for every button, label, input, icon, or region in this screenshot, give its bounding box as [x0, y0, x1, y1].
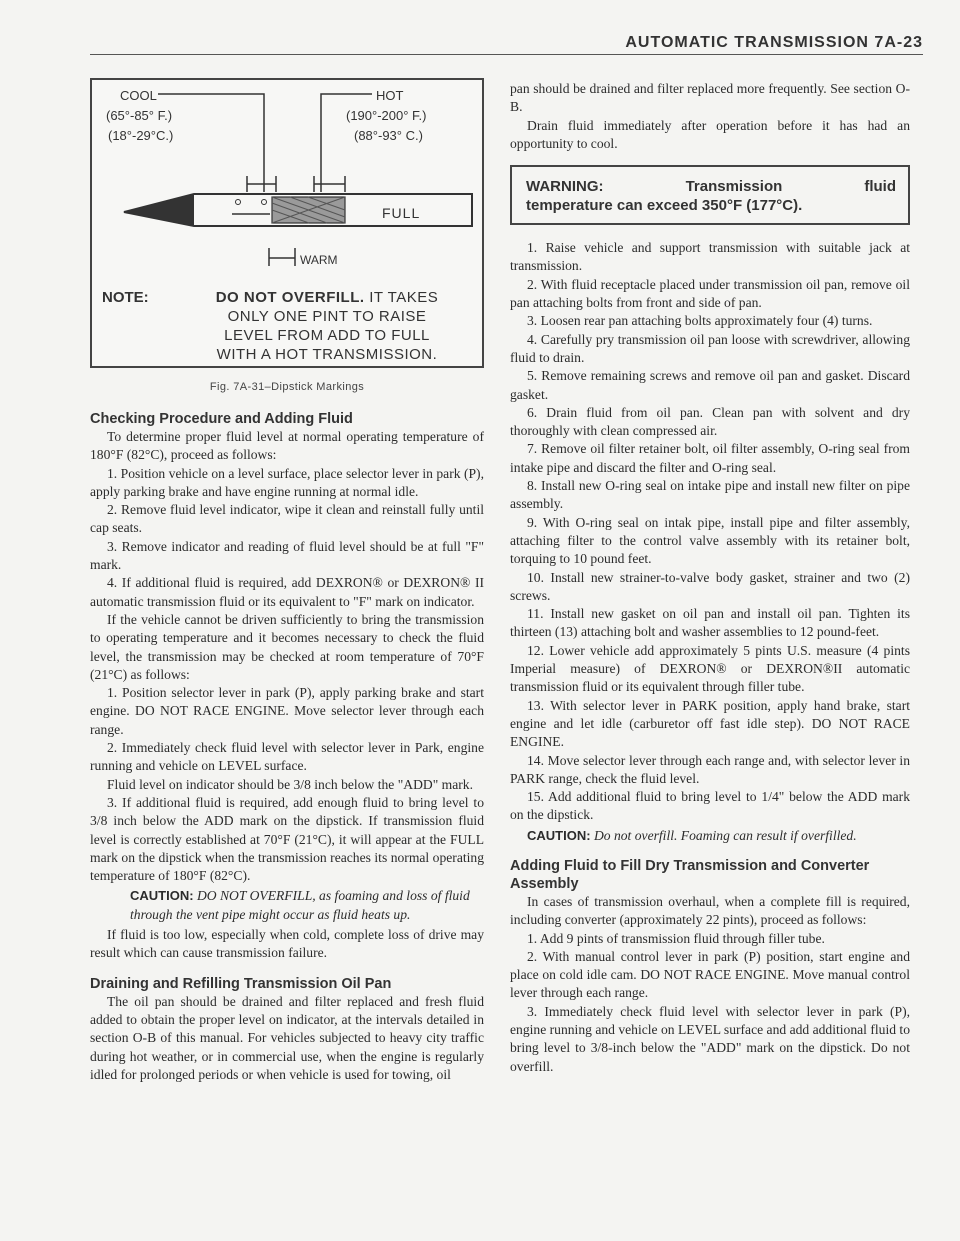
- note-bold: DO NOT OVERFILL.: [215, 289, 365, 306]
- pint-label: 1 PT: [198, 204, 228, 220]
- note-line: ONLY ONE PINT TO RAISE: [227, 308, 427, 325]
- warning-word: Transmission: [685, 178, 783, 196]
- list-item: 3. Loosen rear pan attaching bolts approximately four (4) turns.: [527, 313, 873, 329]
- paragraph: pan should be drained and filter replaced more frequently. See section O-B.: [510, 81, 910, 115]
- list-item: 3. Immediately check fluid level with selector lever in park (P), engine running and vehicle on LEVEL surface and add additional fluid to bring level to 3/8-inch below the "ADD" mark on the dipstick. Do not overfill.: [510, 1003, 911, 1074]
- hot-range-c: (88°-93° C.): [354, 128, 423, 143]
- running-head: AUTOMATIC TRANSMISSION 7A-23: [625, 34, 923, 51]
- warning-box: [510, 165, 910, 225]
- caution-text: DO NOT OVERFILL, as foaming and loss of fluid through the vent pipe might occur as fluid heats up.: [130, 888, 470, 922]
- list-item: 14. Move selector lever through each range and, with selector lever in PARK range, check the fluid level.: [510, 752, 910, 786]
- paragraph: In cases of transmission overhaul, when a complete fill is required, including converter (approximately 22 pints), proceed as follows:: [510, 893, 910, 928]
- heading-draining: Draining and Refilling Transmission Oil Pan: [90, 975, 392, 992]
- paragraph: The oil pan should be drained and filter replaced and fresh fluid added to obtain the proper level on indicator, at the intervals detailed in section O-B of this manual. For vehicles subjected to heavy city traffic during hot weather, or in commercial use, when the engine is regularly idled for prolonged periods or when vehicle is used for towing, oil: [90, 993, 484, 1082]
- note-line: LEVEL FROM ADD TO FULL: [224, 327, 430, 344]
- hot-range-f: (190°-200° F.): [346, 108, 427, 123]
- list-item: 3. Remove indicator and reading of fluid level should be at full "F" mark.: [90, 538, 484, 573]
- hot-label: HOT: [376, 88, 404, 103]
- list-item: 9. With O-ring seal on intak pipe, install pipe and filter assembly, attaching filter to the control valve assembly with its retainer bolt, torquing to 10 pound feet.: [510, 514, 910, 567]
- paragraph: If fluid is too low, especially when cold, complete loss of drive may result which can cause transmission failure.: [90, 927, 484, 961]
- caution-label: CAUTION:: [527, 827, 591, 843]
- note-label: NOTE:: [102, 289, 149, 306]
- warning-label: WARNING:: [526, 178, 604, 196]
- list-item: 11. Install new gasket on oil pan and install oil pan. Tighten its thirteen (13) attaching bolt and washer assemblies to 12 pound-feet.: [510, 606, 910, 640]
- paragraph: To determine proper fluid level at normal operating temperature of 180°F (82°C), proceed as follows:: [90, 429, 484, 463]
- left-column: [90, 410, 484, 1084]
- list-item: 1. Raise vehicle and support transmission with suitable jack at transmission.: [510, 240, 910, 274]
- list-item: 1. Add 9 pints of transmission fluid through filler tube.: [527, 930, 825, 946]
- full-label: FULL: [382, 205, 421, 221]
- list-item: 3. If additional fluid is required, add enough fluid to bring level to 3/8 inch below the ADD mark on the dipstick. If transmission fluid level is correctly established at 70°F (21°C), it will appear at the FULL mark on the dipstick when the transmission reaches its normal operating temperature of 180°F (82°C).: [90, 794, 484, 884]
- list-item: 12. Lower vehicle add approximately 5 pints U.S. measure (4 pints Imperial measure) of DEXRON® or DEXRON®II automatic transmission fluid or its equivalent through filler tube.: [510, 642, 910, 695]
- paragraph: Drain fluid immediately after operation before it has had an opportunity to cool.: [510, 117, 910, 151]
- list-item: 8. Install new O-ring seal on intake pipe and install new filter on pipe assembly.: [510, 478, 910, 512]
- dipstick-figure: [90, 78, 484, 368]
- list-item: 2. With manual control lever in park (P) position, start engine and place on cold idle cam. DO NOT RACE ENGINE. Move manual control lever through each range.: [510, 948, 910, 1001]
- list-item: 4. Carefully pry transmission oil pan loose with screwdriver, allowing fluid to drain.: [510, 331, 910, 365]
- cool-range-f: (65°-85° F.): [106, 108, 173, 123]
- list-item: 15. Add additional fluid to bring level to 1/4" below the ADD mark on the dipstick.: [510, 789, 910, 823]
- list-item: Fluid level on indicator should be 3/8 inch below the "ADD" mark.: [107, 776, 473, 792]
- note-line: WITH A HOT TRANSMISSION.: [216, 346, 438, 363]
- list-item: 4. If additional fluid is required, add DEXRON® or DEXRON® II automatic transmission fluid or its equivalent to "F" mark on indicator.: [90, 575, 484, 609]
- list-item: 13. With selector lever in PARK position, apply hand brake, start engine and let idle (carburetor off fast idle step). DO NOT RACE ENGINE.: [510, 697, 910, 750]
- warning-word: fluid: [864, 178, 896, 196]
- warm-label: WARM: [300, 253, 338, 267]
- leader-lines: [158, 94, 372, 266]
- list-item: 2. Immediately check fluid level with selector lever in Park, engine running and vehicle on LEVEL surface.: [90, 740, 484, 774]
- heading-dry-fill: Adding Fluid to Fill Dry Transmission and Converter Assembly: [510, 857, 870, 892]
- figure-caption: Fig. 7A-31–Dipstick Markings: [209, 381, 365, 393]
- caution-label: CAUTION:: [130, 888, 194, 904]
- caution-note: [510, 827, 910, 845]
- list-item: 1. Position vehicle on a level surface, place selector lever in park (P), apply parking brake and have engine running at normal idle.: [90, 465, 484, 499]
- caution-note: [90, 887, 484, 924]
- warning-line: temperature can exceed 350°F (177°C).: [526, 197, 803, 215]
- list-item: 7. Remove oil filter retainer bolt, oil filter assembly, O-ring seal from intake pipe and discard the filter and O-ring seal.: [510, 441, 910, 475]
- list-item: 2. With fluid receptacle placed under transmission oil pan, remove oil pan attaching bolts from front and side of pan.: [510, 276, 910, 311]
- paragraph: If the vehicle cannot be driven sufficiently to bring the transmission to operating temperature and it becomes necessary to check the fluid level, the transmission may be checked at room temperature of 70°F (21°C) as follows:: [90, 611, 484, 682]
- list-item: 6. Drain fluid from oil pan. Clean pan with solvent and dry thoroughly with clean compressed air.: [510, 404, 910, 439]
- header-rule: [90, 54, 923, 55]
- note-text: [182, 288, 472, 364]
- cool-range-c: (18°-29°C.): [108, 128, 174, 143]
- heading-checking: Checking Procedure and Adding Fluid: [90, 411, 353, 427]
- right-column: [510, 80, 910, 1076]
- note-line: IT TAKES: [364, 289, 439, 306]
- list-item: 5. Remove remaining screws and remove oil pan and gasket. Discard gasket.: [510, 368, 910, 402]
- cool-label: COOL: [120, 88, 157, 103]
- caution-text: Do not overfill. Foaming can result if overfilled.: [593, 827, 857, 843]
- list-item: 10. Install new strainer-to-valve body gasket, strainer and two (2) screws.: [510, 569, 910, 603]
- list-item: 1. Position selector lever in park (P), apply parking brake and start engine. DO NOT RACE ENGINE. Move selector lever through each range.: [90, 685, 484, 737]
- list-item: 2. Remove fluid level indicator, wipe it clean and reinstall fully until cap seats.: [90, 502, 484, 536]
